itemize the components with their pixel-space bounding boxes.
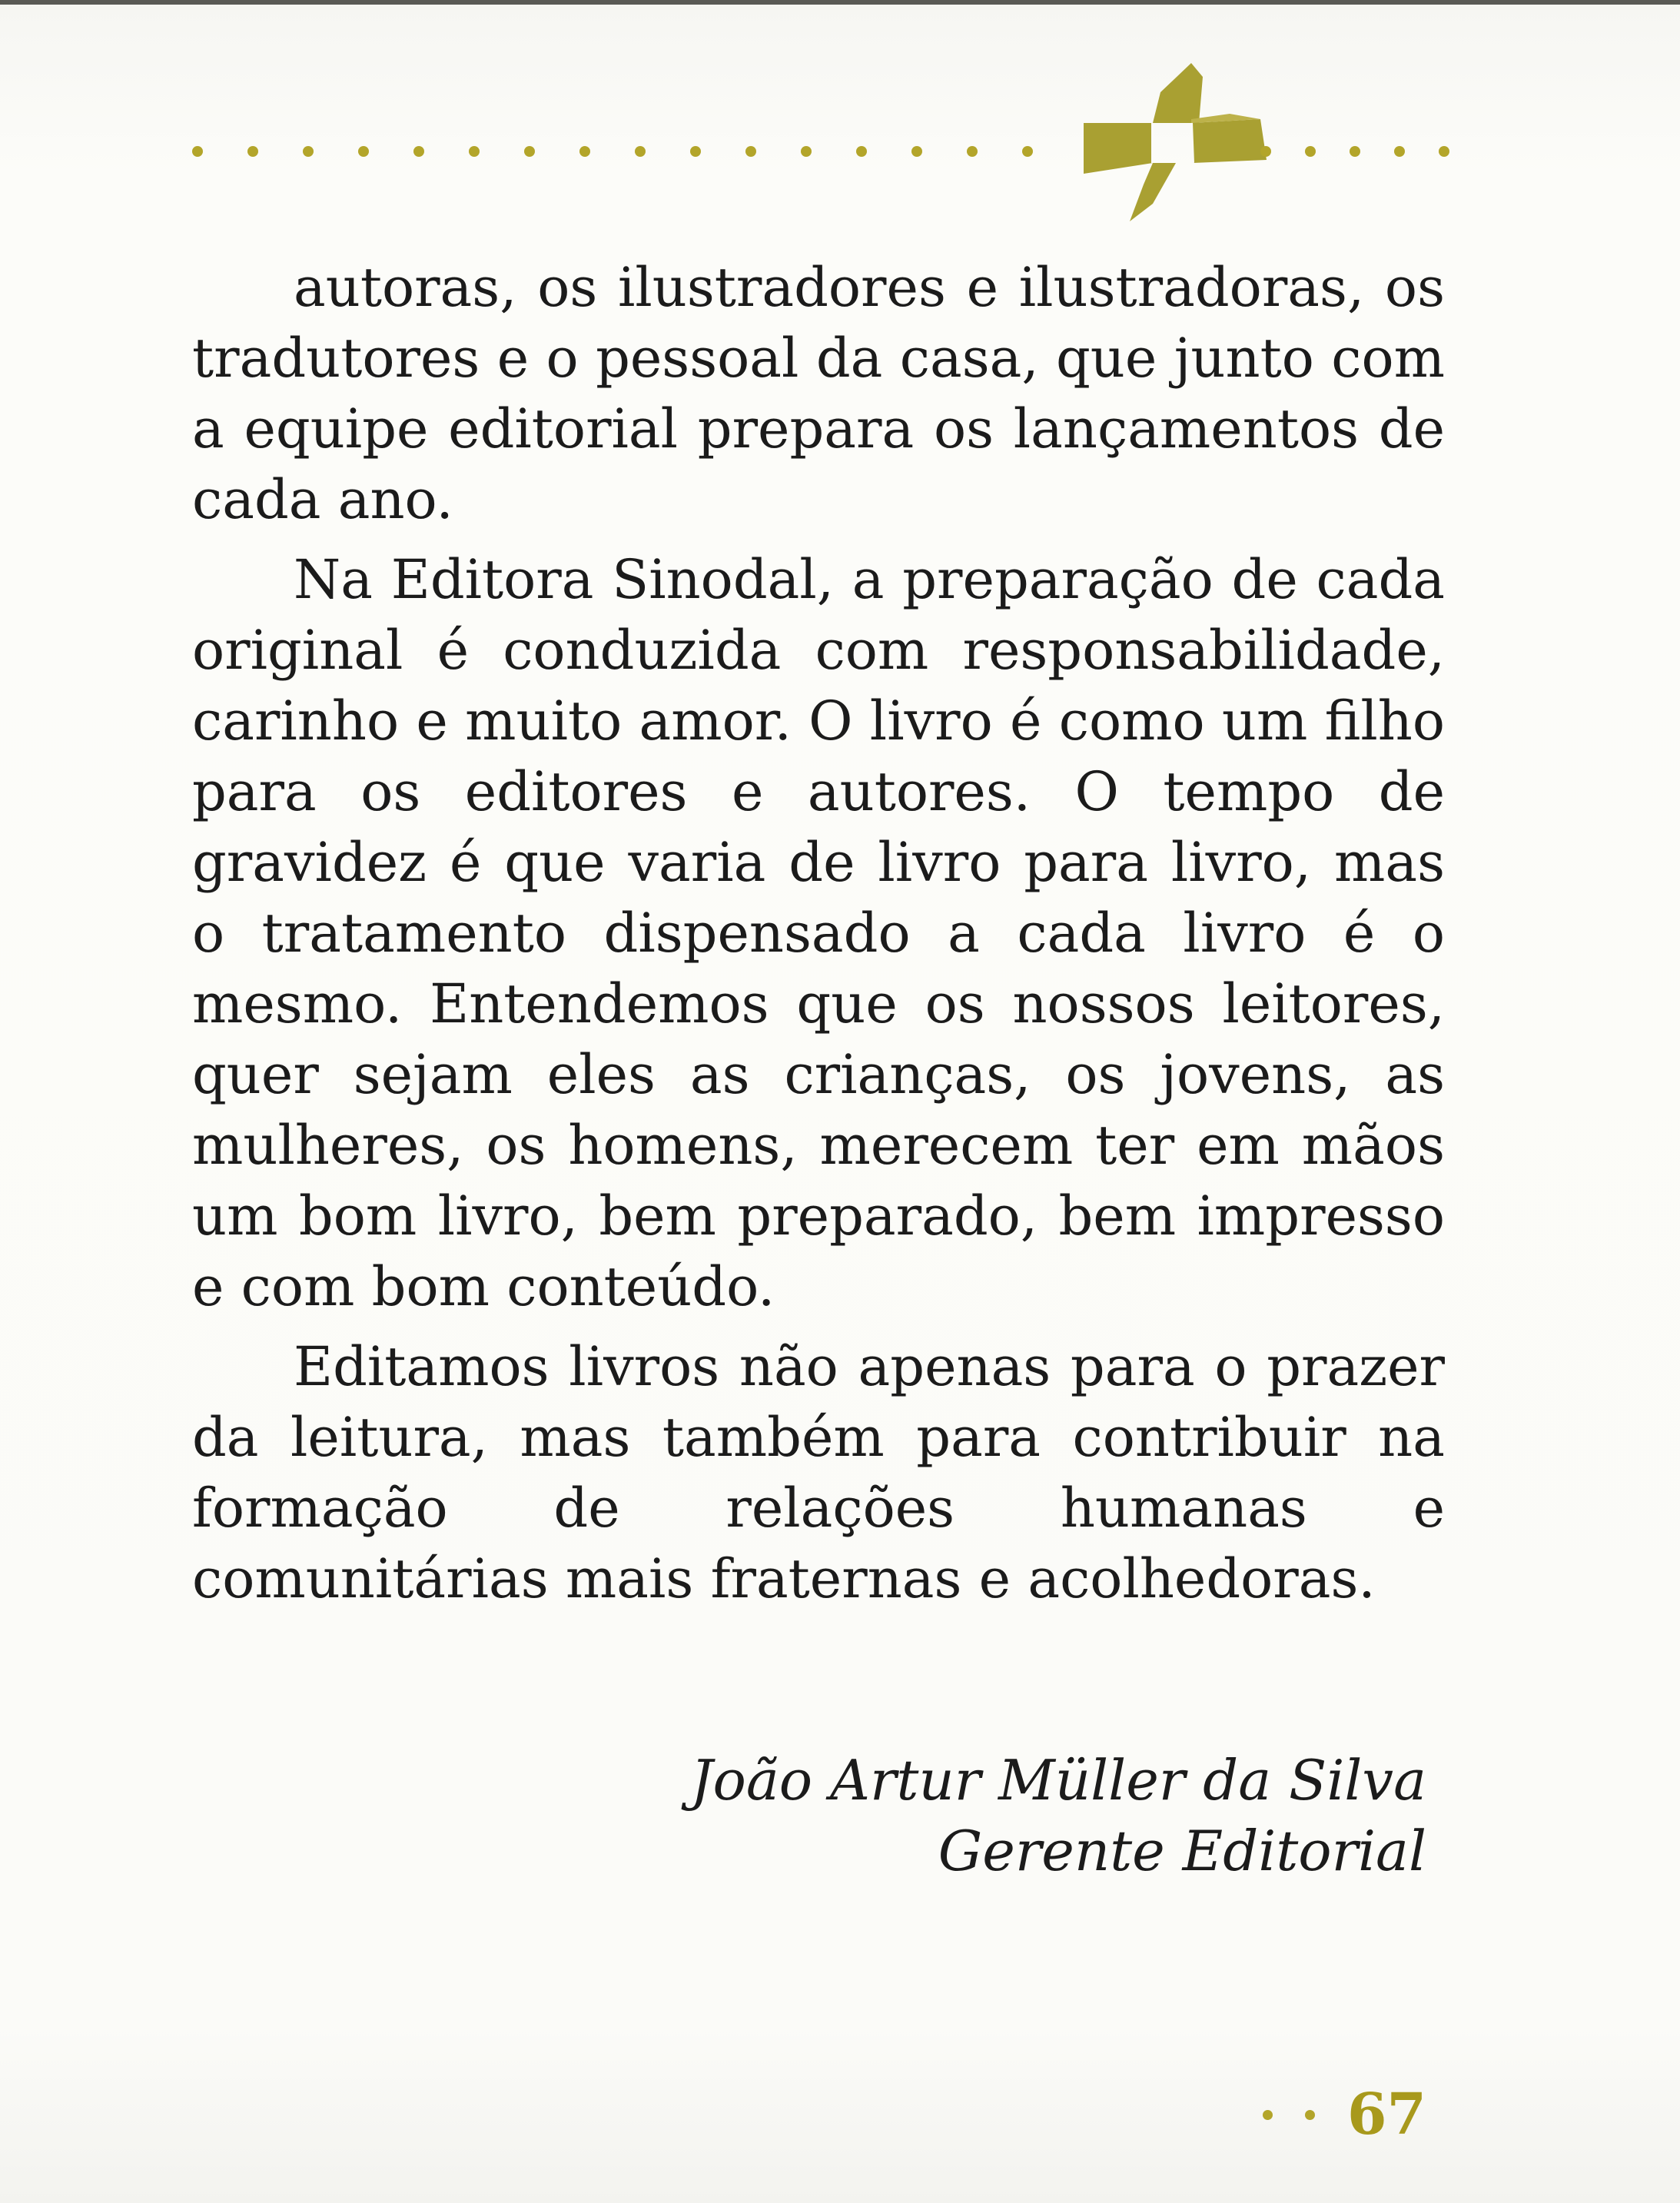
ornament-dot [1350,146,1360,157]
ornament-dot [247,146,258,157]
body-text [192,252,1445,1614]
ornament-dot [1439,146,1449,157]
ornament-dot [801,146,812,157]
signature-name: João Artur Müller da Silva [690,1748,1426,1813]
ornament-dot [1022,146,1033,157]
ornament-dot [690,146,701,157]
top-edge-rule [0,0,1680,5]
ornament-dot [856,146,867,157]
header-ornament [192,46,1453,231]
ornament-dot [967,146,978,157]
ornament-dot [413,146,424,157]
signature [691,1745,1426,1886]
ornament-dot [1394,146,1405,157]
ornament-dot [635,146,646,157]
ornament-dot [579,146,590,157]
paragraph-1: autoras, os ilustradores e ilustradoras, os tradutores e o pessoal da casa, que junto com a equipe editorial prepara os lançamentos de cada ano. [192,256,1445,531]
ornament-dot [469,146,480,157]
page-footer [1263,2082,1426,2148]
ornament-dot [524,146,535,157]
signature-role: Gerente Editorial [938,1819,1426,1883]
header-dots-right [1260,146,1483,157]
ornament-dot [1305,146,1316,157]
ornament-dot [911,146,922,157]
ornament-dot [358,146,369,157]
page-number: 67 [1347,2082,1426,2148]
ornament-dot [1260,146,1271,157]
ornament-dot [303,146,314,157]
paragraph-3: Editamos livros não apenas para o prazer da leitura, mas também para contribuir na formação de relações humanas e comunitárias mais fraternas e acolhedoras. [192,1335,1445,1610]
paragraph-2: Na Editora Sinodal, a preparação de cada original é conduzida com responsabilidade, carinho e muito amor. O livro é como um filho para os editores e autores. O tempo de gravidez é que varia de livro para livro, mas o tratamento dispensado a cada livro é o mesmo. Entendemos que os nossos leitores, quer sejam eles as crianças, os jovens, as mulheres, os homens, merecem ter em mãos um bom livro, bem preparado, bem impresso e com bom conteúdo. [192,548,1445,1318]
ornament-dot [192,146,203,157]
footer-dot [1305,2110,1315,2120]
cross-dove-logo-icon [1076,46,1268,231]
ornament-dot [745,146,756,157]
footer-dot [1263,2110,1273,2120]
header-dots-left [192,146,1077,157]
